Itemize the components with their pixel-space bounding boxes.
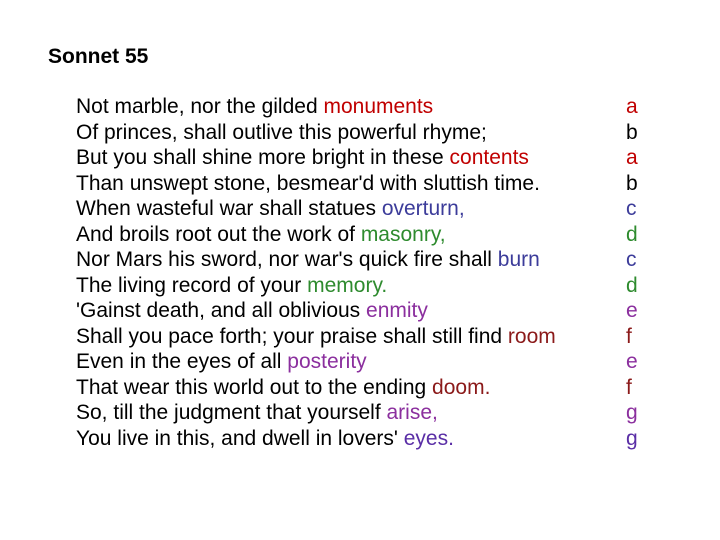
- poem-line: [76, 120, 642, 146]
- line-body: Of princes, shall outlive this powerful rhyme;: [76, 120, 487, 144]
- rhyme-scheme-letter: e: [626, 350, 638, 373]
- poem-line: [76, 222, 642, 248]
- poem-line: [76, 273, 642, 299]
- rhyme-scheme-letter: d: [626, 273, 638, 297]
- poem-line: [76, 247, 642, 273]
- rhyme-scheme-letter: b: [626, 120, 638, 144]
- line-text: [76, 298, 428, 324]
- rhyme-word: posterity: [287, 350, 367, 373]
- rhyme-scheme-letter: f: [626, 375, 632, 399]
- line-body: You live in this, and dwell in lovers': [76, 426, 404, 450]
- poem-line: [76, 349, 642, 375]
- line-punctuation: .: [448, 426, 454, 450]
- line-text: [76, 375, 490, 401]
- poem-lines: [76, 94, 642, 451]
- line-text: [76, 120, 487, 146]
- rhyme-word: enmity: [366, 299, 428, 322]
- line-text: [76, 273, 387, 299]
- rhyme-word: masonry: [360, 222, 440, 246]
- rhyme-word: burn: [497, 248, 540, 271]
- rhyme-word: overturn: [381, 197, 459, 220]
- line-body: Than unswept stone, besmear'd with sluttish time.: [76, 171, 540, 195]
- line-text: [76, 426, 454, 452]
- poem-line: [76, 196, 642, 222]
- line-body: Even in the eyes of all: [76, 350, 288, 373]
- line-text: [76, 145, 529, 171]
- line-punctuation: .: [484, 375, 491, 399]
- line-body: Shall you pace forth; your praise shall still find: [76, 324, 508, 348]
- line-body: And broils root out the work of: [76, 222, 361, 246]
- poem-line: [76, 400, 642, 426]
- rhyme-scheme-letter: d: [626, 222, 638, 246]
- rhyme-scheme-letter: b: [626, 171, 638, 195]
- line-text: [76, 400, 438, 426]
- rhyme-word: contents: [449, 146, 529, 169]
- rhyme-scheme-letter: g: [626, 401, 638, 424]
- rhyme-word: doom: [432, 375, 485, 399]
- line-punctuation: .: [381, 273, 388, 297]
- line-text: [76, 324, 556, 350]
- line-body: But you shall shine more bright in these: [76, 146, 450, 169]
- rhyme-scheme-letter: g: [626, 426, 638, 450]
- line-text: [76, 247, 540, 273]
- poem-line: [76, 171, 642, 197]
- line-body: So, till the judgment that yourself: [76, 401, 387, 424]
- line-body: Nor Mars his sword, nor war's quick fire shall: [76, 248, 498, 271]
- line-text: [76, 196, 465, 222]
- poem-line: [76, 375, 642, 401]
- line-text: [76, 171, 540, 197]
- line-text: [76, 222, 446, 248]
- poem-line: [76, 145, 642, 171]
- poem-line: [76, 298, 642, 324]
- rhyme-word: memory: [307, 273, 382, 297]
- line-body: That wear this world out to the ending: [76, 375, 433, 399]
- line-body: 'Gainst death, and all oblivious: [76, 299, 367, 322]
- poem-line: [76, 426, 642, 452]
- rhyme-scheme-letter: e: [626, 299, 638, 322]
- sonnet-title: Sonnet 55: [48, 45, 149, 68]
- line-body: When wasteful war shall statues: [76, 197, 382, 220]
- rhyme-scheme-letter: a: [626, 146, 638, 169]
- line-punctuation: ,: [458, 197, 465, 220]
- rhyme-scheme-letter: a: [626, 95, 638, 118]
- line-body: The living record of your: [76, 273, 308, 297]
- rhyme-word: room: [507, 324, 556, 348]
- rhyme-scheme-letter: f: [626, 324, 632, 348]
- rhyme-scheme-letter: c: [626, 197, 637, 220]
- line-punctuation: ,: [432, 401, 438, 424]
- rhyme-word: monuments: [323, 95, 434, 118]
- line-punctuation: ,: [439, 222, 446, 246]
- poem-line: [76, 324, 642, 350]
- rhyme-scheme-letter: c: [626, 248, 637, 271]
- line-body: Not marble, nor the gilded: [76, 95, 324, 118]
- line-text: [76, 94, 433, 120]
- line-text: [76, 349, 367, 375]
- rhyme-word: eyes: [403, 426, 449, 450]
- rhyme-word: arise: [386, 401, 433, 424]
- poem-line: [76, 94, 642, 120]
